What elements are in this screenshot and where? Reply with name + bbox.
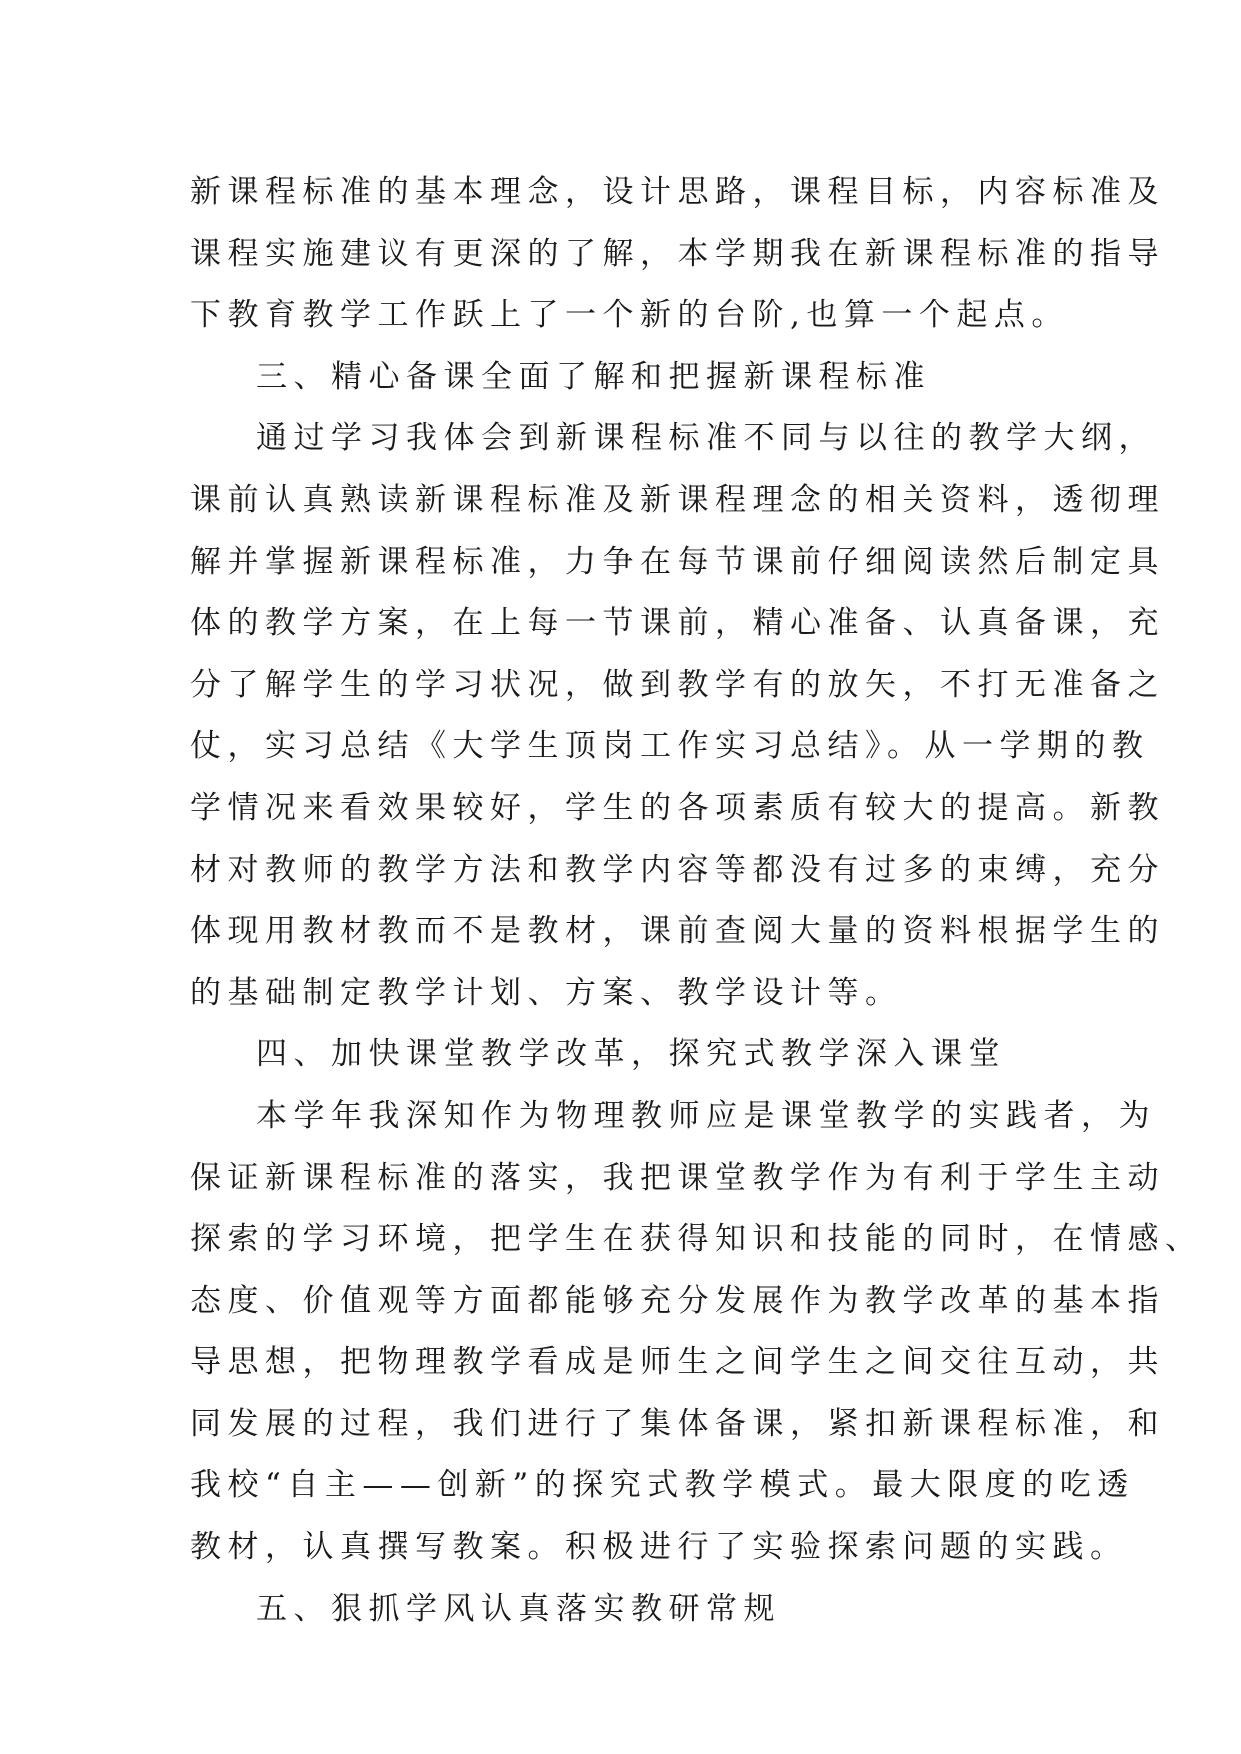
- paragraph-line: 保证新课程标准的落实，我把课堂教学作为有利于学生主动: [190, 1159, 1165, 1196]
- document-body: [190, 162, 1203, 1640]
- paragraph-line: 仗，实习总结《大学生顶岗工作实习总结》。从一学期的教: [190, 728, 1150, 765]
- paragraph-line: 教材，认真撰写教案。积极进行了实验探索问题的实践。: [190, 1529, 1128, 1566]
- paragraph-line: 分了解学生的学习状况，做到教学有的放矢，不打无准备之: [190, 666, 1165, 703]
- paragraph-line-indented: 五、狠抓学风认真落实教研常规: [256, 1590, 781, 1627]
- paragraph-line-indented: 通过学习我体会到新课程标准不同与以往的教学大纲，: [256, 420, 1156, 457]
- paragraph-line: 解并掌握新课程标准，力争在每节课前仔细阅读然后制定具: [190, 543, 1165, 580]
- paragraph-line: 体的教学方案，在上每一节课前，精心准备、认真备课，充: [190, 605, 1165, 642]
- paragraph-line: 学情况来看效果较好，学生的各项素质有较大的提高。新教: [190, 789, 1165, 826]
- paragraph-line: 新课程标准的基本理念，设计思路，课程目标，内容标准及: [190, 174, 1165, 210]
- paragraph-line-indented: 四、加快课堂教学改革，探究式教学深入课堂: [256, 1036, 1006, 1073]
- paragraph-line: 态度、价值观等方面都能够充分发展作为教学改革的基本指: [190, 1282, 1165, 1319]
- paragraph-line: 的基础制定教学计划、方案、教学设计等。: [190, 974, 903, 1011]
- paragraph-line: 探索的学习环境，把学生在获得知识和技能的同时，在情感、: [190, 1221, 1203, 1258]
- paragraph-line: 材对教师的教学方法和教学内容等都没有过多的束缚，充分: [190, 851, 1165, 888]
- paragraph-line-indented: 本学年我深知作为物理教师应是课堂教学的实践者，为: [256, 1097, 1156, 1134]
- paragraph-line: 课程实施建议有更深的了解，本学期我在新课程标准的指导: [190, 235, 1165, 272]
- paragraph-line: 课前认真熟读新课程标准及新课程理念的相关资料，透彻理: [190, 481, 1165, 518]
- paragraph-line: 体现用教材教而不是教材，课前查阅大量的资料根据学生的: [190, 913, 1165, 950]
- paragraph-line-indented: 三、精心备课全面了解和把握新课程标准: [256, 358, 931, 395]
- paragraph-line: 同发展的过程，我们进行了集体备课，紧扣新课程标准，和: [190, 1405, 1165, 1442]
- paragraph-line: 我校“自主——创新”的探究式教学模式。最大限度的吃透: [190, 1467, 1135, 1504]
- paragraph-line: 下教育教学工作跃上了一个新的台阶,也算一个起点。: [190, 297, 1069, 334]
- paragraph-line: 导思想，把物理教学看成是师生之间学生之间交往互动，共: [190, 1344, 1165, 1381]
